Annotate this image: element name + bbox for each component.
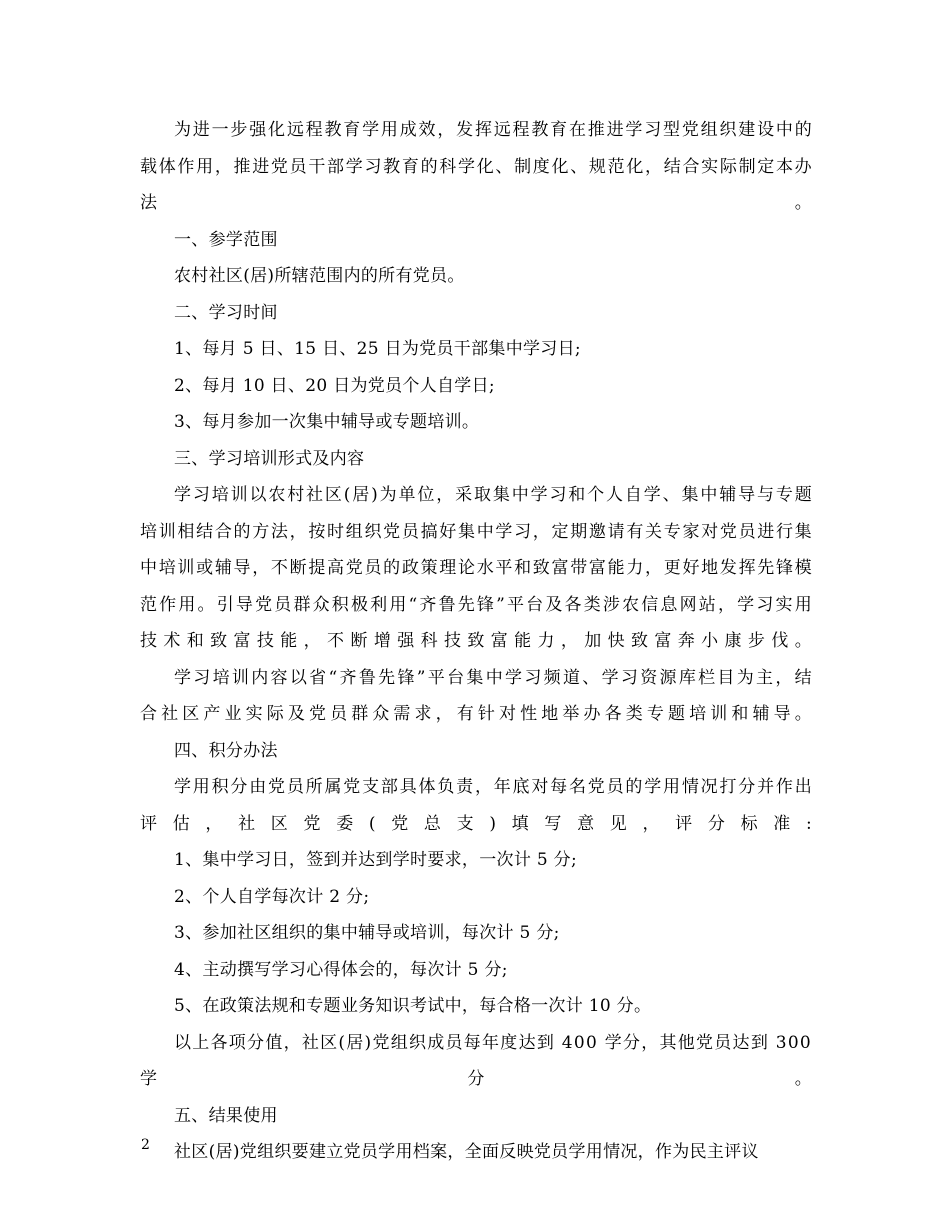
- document-body: [140, 112, 812, 1171]
- paragraph: [140, 988, 812, 1025]
- text-line: 二、学习时间: [174, 302, 278, 323]
- text-line: 五、结果使用: [174, 1105, 278, 1126]
- text-line: 范作用。引导党员群众积极利用“齐鲁先锋”平台及各类涉农信息网站，学习实用: [140, 594, 812, 615]
- text-line: 评估，社区党委(党总支)填写意见，评分标准:: [140, 813, 812, 834]
- paragraph: [140, 331, 812, 368]
- text-line: 2、个人自学每次计 2 分;: [174, 886, 370, 907]
- paragraph: [140, 404, 812, 441]
- paragraph: [140, 295, 812, 332]
- text-line: 合社区产业实际及党员群众需求，有针对性地举办各类专题培训和辅导。: [140, 704, 812, 724]
- text-line: 学用积分由党员所属党支部具体负责，年底对每名党员的学用情况打分并作出: [174, 777, 814, 797]
- paragraph: [140, 733, 812, 770]
- text-line: 1、集中学习日，签到并达到学时要求，一次计 5 分;: [174, 850, 577, 870]
- text-line: 一、参学范围: [174, 229, 278, 250]
- text-line: 社区(居)党组织要建立党员学用档案，全面反映党员学用情况，作为民主评议: [174, 1142, 759, 1162]
- paragraph: [140, 915, 812, 952]
- paragraph: [140, 842, 812, 879]
- text-line: 学习培训内容以省“齐鲁先锋”平台集中学习频道、学习资源库栏目为主，结: [174, 667, 814, 688]
- paragraph: [140, 112, 812, 222]
- paragraph: [140, 879, 812, 916]
- text-line: 学习培训以农村社区(居)为单位，采取集中学习和个人自学、集中辅导与专题: [174, 485, 814, 505]
- text-line: 农村社区(居)所辖范围内的所有党员。: [174, 266, 465, 286]
- text-line: 3、参加社区组织的集中辅导或培训，每次计 5 分;: [174, 923, 560, 943]
- paragraph: [140, 1025, 812, 1098]
- text-line: 3、每月参加一次集中辅导或专题培训。: [174, 412, 480, 432]
- text-line: 为进一步强化远程教育学用成效，发挥远程教育在推进学习型党组织建设中的: [174, 120, 814, 140]
- text-line: 四、积分办法: [174, 740, 278, 761]
- text-line: 学分。: [140, 1069, 812, 1089]
- text-line: 载体作用，推进党员干部学习教育的科学化、制度化、规范化，结合实际制定本办: [140, 156, 812, 177]
- paragraph: [140, 477, 812, 660]
- page-number: 2: [141, 1137, 150, 1153]
- paragraph: [140, 222, 812, 259]
- text-line: 以上各项分值，社区(居)党组织成员每年度达到 400 学分，其他党员达到 300: [174, 1032, 812, 1053]
- text-line: 中培训或辅导，不断提高党员的政策理论水平和致富带富能力，更好地发挥先锋模: [140, 558, 812, 578]
- paragraph: [140, 769, 812, 842]
- paragraph: [140, 368, 812, 405]
- text-line: 5、在政策法规和专题业务知识考试中，每合格一次计 10 分。: [174, 996, 652, 1016]
- text-line: 法。: [140, 193, 812, 213]
- text-line: 2、每月 10 日、20 日为党员个人自学日;: [174, 375, 495, 396]
- paragraph: [140, 441, 812, 478]
- paragraph: [140, 952, 812, 989]
- text-line: 技术和致富技能，不断增强科技致富能力，加快致富奔小康步伐。: [140, 631, 812, 651]
- paragraph: [140, 1098, 812, 1135]
- text-line: 1、每月 5 日、15 日、25 日为党员干部集中学习日;: [174, 339, 581, 359]
- paragraph: [140, 660, 812, 733]
- paragraph: [140, 258, 812, 295]
- text-line: 4、主动撰写学习心得体会的，每次计 5 分;: [174, 959, 508, 980]
- text-line: 培训相结合的方法，按时组织党员搞好集中学习，定期邀请有关专家对党员进行集: [140, 521, 812, 542]
- paragraph: [140, 1134, 812, 1171]
- text-line: 三、学习培训形式及内容: [174, 448, 365, 469]
